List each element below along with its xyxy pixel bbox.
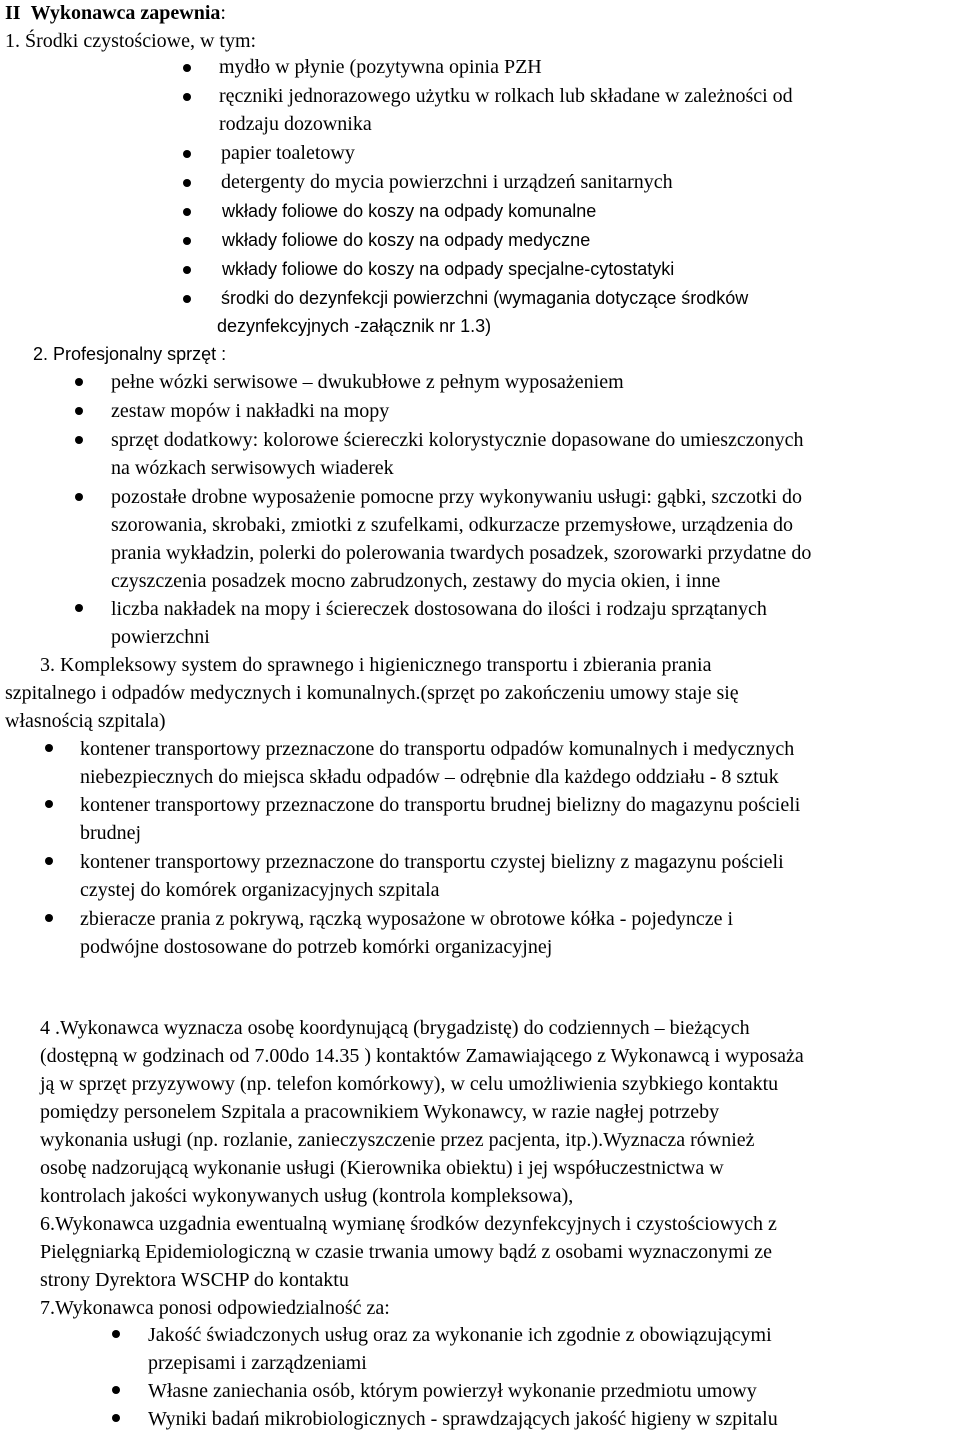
section3-item-1: kontener transportowy przeznaczone do transportu odpadów komunalnych i medycznych (80, 738, 795, 760)
section3-item-1-cont: niebezpiecznych do miejsca składu odpadów – odrębnie dla każdego oddziału - 8 sztuk (80, 766, 779, 788)
bullet-icon (45, 800, 53, 808)
section2-item-3-cont: na wózkach serwisowych wiaderek (111, 457, 394, 479)
bullet-icon (112, 1386, 120, 1394)
section2-title: 2. Profesjonalny sprzęt : (33, 344, 227, 364)
section3-item-3: kontener transportowy przeznaczone do transportu czystej bielizny z magazynu pościeli (80, 851, 784, 873)
heading-text: Wykonawca zapewnia (30, 2, 221, 24)
section1-item-6: wkłady foliowe do koszy na odpady medyczne (222, 230, 591, 250)
section4-line-7: kontrolach jakości wykonywanych usług (kontrola kompleksowa), (40, 1185, 574, 1207)
section7-title: 7.Wykonawca ponosi odpowiedzialność za: (40, 1297, 390, 1319)
bullet-icon (75, 436, 83, 444)
section1-item-8: środki do dezynfekcji powierzchni (wymagania dotyczące środków (221, 288, 749, 308)
page-heading: II Wykonawca zapewnia: (5, 2, 226, 24)
section7-item-2: Własne zaniechania osób, którym powierzył wykonanie przedmiotu umowy (148, 1380, 757, 1402)
bullet-icon (75, 378, 83, 386)
section6-line-2: Pielęgniarką Epidemiologiczną w czasie trwania umowy bądź z osobami wyznaczonymi ze (40, 1241, 772, 1263)
section1-item-1: mydło w płynie (pozytywna opinia PZH (219, 56, 542, 78)
bullet-icon (112, 1330, 120, 1338)
section7-item-1: Jakość świadczonych usług oraz za wykonanie ich zgodnie z obowiązującymi (148, 1324, 772, 1346)
section1-item-4: detergenty do mycia powierzchni i urządzeń sanitarnych (221, 171, 673, 193)
section2-item-3: sprzęt dodatkowy: kolorowe ściereczki kolorystycznie dopasowane do umieszczonych (111, 429, 804, 451)
section4-line-2: (dostępną w godzinach od 7.00do 14.35 ) kontaktów Zamawiającego z Wykonawcą i wyposaża (40, 1045, 804, 1067)
section3-item-4-cont: podwójne dostosowane do potrzeb komórki organizacyjnej (80, 936, 553, 958)
section3-item-2: kontener transportowy przeznaczone do transportu brudnej bielizny do magazynu pościeli (80, 794, 801, 816)
bullet-icon (183, 64, 191, 72)
section6-line-1: 6.Wykonawca uzgadnia ewentualną wymianę środków dezynfekcyjnych i czystościowych z (40, 1213, 777, 1235)
section4-line-1: 4 .Wykonawca wyznacza osobę koordynującą (brygadzistę) do codziennych – bieżących (40, 1017, 750, 1039)
section3-title-cont1: szpitalnego i odpadów medycznych i komunalnych.(sprzęt po zakończeniu umowy staje się (5, 682, 739, 704)
section4-line-5: wykonania usługi (np. rozlanie, zanieczyszczenie przez pacjenta, itp.).Wyznacza również (40, 1129, 755, 1151)
section1-item-8-cont: dezynfekcyjnych -załącznik nr 1.3) (217, 316, 492, 336)
section1-item-5: wkłady foliowe do koszy na odpady komunalne (222, 201, 597, 221)
bullet-icon (183, 93, 191, 101)
section2-item-4-cont2: prania wykładzin, polerki do polerowania twardych posadzek, szorowarki przydatne do (111, 542, 812, 564)
section1-item-2-cont: rodzaju dozownika (219, 113, 372, 135)
section1-item-7: wkłady foliowe do koszy na odpady specjalne-cytostatyki (222, 259, 675, 279)
heading-label: II (5, 2, 21, 24)
section3-title-cont2: własnością szpitala) (5, 710, 166, 732)
section3-item-4: zbieracze prania z pokrywą, rączką wyposażone w obrotowe kółka - pojedyncze i (80, 908, 734, 930)
section1-item-3: papier toaletowy (221, 142, 355, 164)
section1-item-2: ręczniki jednorazowego użytku w rolkach lub składane w zależności od (219, 85, 793, 107)
bullet-icon (183, 179, 191, 187)
bullet-icon (75, 407, 83, 415)
section7-item-1-cont: przepisami i zarządzeniami (148, 1352, 367, 1374)
section2-item-5: liczba nakładek na mopy i ściereczek dostosowana do ilości i rodzaju sprzątanych (111, 598, 767, 620)
section4-line-6: osobę nadzorującą wykonanie usługi (Kierownika obiektu) i jej współuczestnictwa w (40, 1157, 724, 1179)
section2-item-4-cont3: czyszczenia posadzek mocno zabrudzonych, zestawy do mycia okien, i inne (111, 570, 721, 592)
section6-line-3: strony Dyrektora WSCHP do kontaktu (40, 1269, 349, 1291)
bullet-icon (183, 150, 191, 158)
bullet-icon (183, 266, 191, 274)
section3-item-2-cont: brudnej (80, 822, 142, 844)
bullet-icon (45, 744, 53, 752)
bullet-icon (75, 493, 83, 501)
bullet-icon (112, 1414, 120, 1422)
bullet-icon (45, 857, 53, 865)
bullet-icon (75, 604, 83, 612)
section2-item-4-cont1: szorowania, skrobaki, zmiotki z szufelkami, odkurzacze przemysłowe, urządzenia do (111, 514, 793, 536)
bullet-icon (45, 914, 53, 922)
section2-item-4: pozostałe drobne wyposażenie pomocne przy wykonywaniu usługi: gąbki, szczotki do (111, 486, 802, 508)
section1-title: 1. Środki czystościowe, w tym: (5, 30, 257, 52)
bullet-icon (183, 208, 191, 216)
section2-item-5-cont: powierzchni (111, 626, 210, 648)
section3-title: 3. Kompleksowy system do sprawnego i higienicznego transportu i zbierania prania (40, 654, 712, 676)
bullet-icon (183, 295, 191, 303)
section4-line-4: pomiędzy personelem Szpitala a pracownikiem Wykonawcy, w razie nagłej potrzeby (40, 1101, 720, 1123)
section4-line-3: ją w sprzęt przyzywowy (np. telefon komórkowy), w celu umożliwienia szybkiego kontaktu (40, 1073, 779, 1095)
section7-item-3: Wyniki badań mikrobiologicznych - sprawdzających jakość higieny w szpitalu (148, 1408, 778, 1430)
section3-item-3-cont: czystej do komórek organizacyjnych szpitala (80, 879, 440, 901)
bullet-icon (183, 237, 191, 245)
section2-item-2: zestaw mopów i nakładki na mopy (111, 400, 390, 422)
section2-item-1: pełne wózki serwisowe – dwukubłowe z pełnym wyposażeniem (111, 371, 624, 393)
